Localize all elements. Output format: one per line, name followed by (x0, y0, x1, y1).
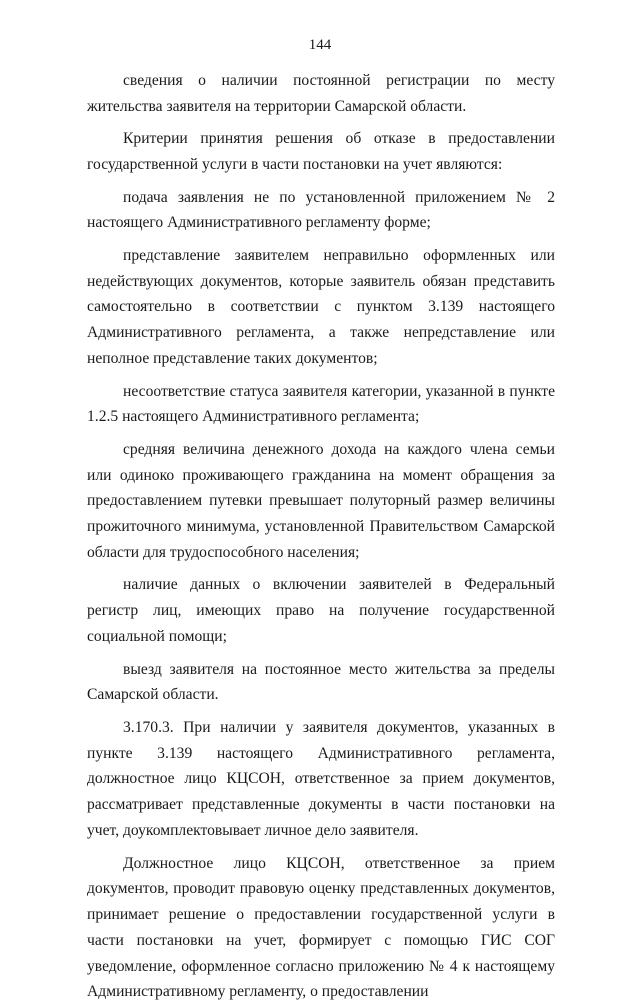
paragraph-criterion-federal-register: наличие данных о включении заявителей в Федеральный регистр лиц, имеющих право на получение государственной социальной помощи; (87, 572, 555, 649)
paragraph-criterion-documents: представление заявителем неправильно оформленных или недействующих документов, которые заявитель обязан представить самостоятельно в соответствии с пунктом 3.139 настоящего Административного регламента, а также непредставление или неполное представление таких документов; (87, 243, 555, 372)
paragraph-section-3-170-3: 3.170.3. При наличии у заявителя документов, указанных в пункте 3.139 настоящего Административного регламента, должностное лицо КЦСОН, ответственное за прием документов, рассматривает представленные документы в части постановки на учет, доукомплектовывает личное дело заявителя. (87, 715, 555, 844)
paragraph-refusal-criteria-intro: Критерии принятия решения об отказе в предоставлении государственной услуги в части постановки на учет являются: (87, 126, 555, 178)
paragraph-criterion-income: средняя величина денежного дохода на каждого члена семьи или одиноко проживающего гражданина на момент обращения за предоставлением путевки превышает полуторный размер величины прожиточного минимума, установленной Правительством Самарской области для трудоспособного населения; (87, 437, 555, 566)
paragraph-criterion-departure: выезд заявителя на постоянное место жительства за пределы Самарской области. (87, 657, 555, 709)
paragraph-official-decision: Должностное лицо КЦСОН, ответственное за прием документов, проводит правовую оценку представленных документов, принимает решение о предоставлении государственной услуги в части постановки на учет, формирует с помощью ГИС СОГ уведомление, оформленное согласно приложению № 4 к настоящему Административному регламенту, о предоставлении (87, 851, 555, 1005)
paragraph-registration-info: сведения о наличии постоянной регистрации по месту жительства заявителя на территории Самарской области. (87, 68, 555, 120)
paragraph-criterion-form: подача заявления не по установленной приложением № 2 настоящего Административного регламенту форме; (87, 185, 555, 237)
page-number: 144 (0, 36, 640, 54)
document-body (87, 68, 555, 1005)
paragraph-criterion-status: несоответствие статуса заявителя категории, указанной в пункте 1.2.5 настоящего Административного регламента; (87, 379, 555, 431)
